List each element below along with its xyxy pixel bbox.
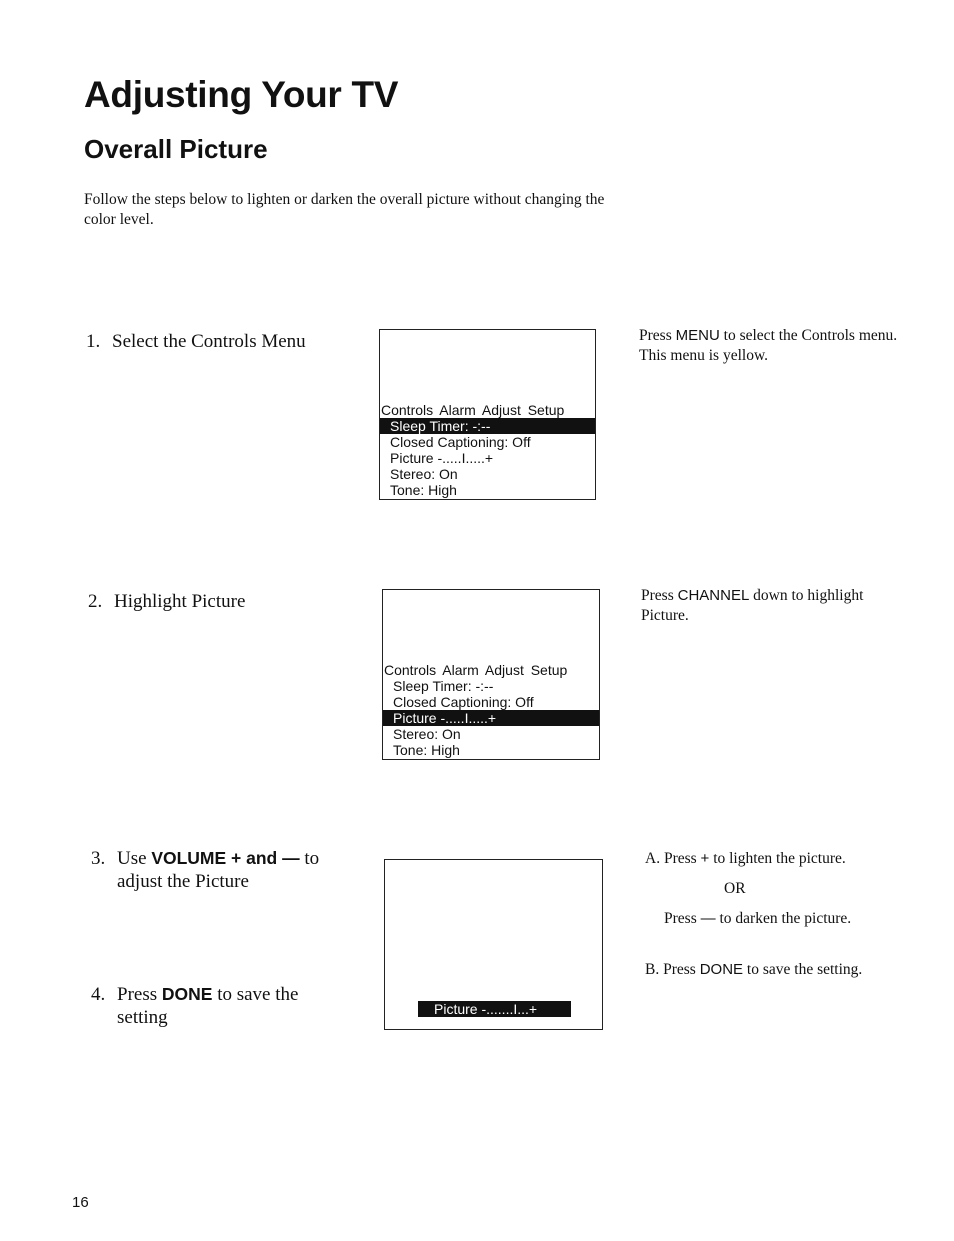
- menu-item-tone: Tone: High: [393, 742, 460, 758]
- desc-text: to darken the picture.: [715, 910, 852, 927]
- desc-text: B. Press: [645, 961, 700, 978]
- menu-tabs: Controls Alarm Adjust Setup: [384, 662, 568, 678]
- desc-text: to select the Controls menu. This menu is yellow.: [639, 327, 898, 364]
- step-number: 2.: [88, 591, 103, 612]
- step-text: Select the Controls Menu: [112, 331, 306, 352]
- controls-menu: [380, 402, 595, 498]
- desc-text: down to highlight Picture.: [641, 587, 864, 624]
- step-3-description-b: [664, 909, 924, 929]
- step-text-line2: setting: [117, 1007, 168, 1028]
- or-text: OR: [724, 880, 746, 897]
- step-text-line2: adjust the Picture: [117, 871, 249, 892]
- desc-text: Press: [641, 587, 678, 604]
- step-2-description: [641, 586, 871, 626]
- minus-key: —: [700, 910, 716, 927]
- step-text: to save the: [212, 984, 299, 1005]
- step-number: 1.: [86, 331, 101, 352]
- step-4-description: [645, 960, 935, 980]
- step-number: 3.: [91, 848, 106, 869]
- done-key: DONE: [699, 961, 744, 978]
- desc-text: to save the setting.: [743, 961, 863, 978]
- desc-text: to lighten the picture.: [709, 850, 846, 867]
- step-4-label: [91, 983, 298, 1029]
- step-3-description-a: [645, 849, 925, 869]
- menu-item-sleep-timer: Sleep Timer: -:--: [393, 678, 494, 694]
- done-key: DONE: [161, 984, 213, 1004]
- section-title: Overall Picture: [84, 134, 268, 164]
- intro-text: Follow the steps below to lighten or darken the overall picture without changing the color level.: [84, 191, 605, 228]
- step-text: Highlight Picture: [114, 591, 246, 612]
- menu-item-stereo: Stereo: On: [390, 466, 458, 482]
- step-1-description: [639, 326, 899, 366]
- page-title: Adjusting Your TV: [84, 74, 399, 115]
- menu-item-closed-captioning: Closed Captioning: Off: [393, 694, 534, 710]
- desc-text: Press: [639, 327, 676, 344]
- step-text: Press: [117, 984, 162, 1005]
- tv-screen-adjust-picture: [384, 859, 603, 1030]
- step-text: to: [299, 848, 320, 869]
- menu-key: MENU: [675, 327, 720, 344]
- plus-key: +: [700, 850, 710, 867]
- desc-text: A. Press: [645, 850, 701, 867]
- tv-screen-controls-menu: [379, 329, 596, 500]
- step-1-label: [86, 330, 306, 353]
- menu-item-picture: Picture -.....I.....+: [383, 710, 599, 726]
- page-number: 16: [72, 1194, 89, 1211]
- controls-menu: [383, 662, 599, 758]
- tv-screen-highlight-picture: [382, 589, 600, 760]
- step-3-label: [91, 847, 319, 893]
- desc-text: Press: [664, 910, 701, 927]
- volume-key: VOLUME + and —: [151, 848, 300, 868]
- step-2-label: [88, 590, 245, 613]
- menu-item-sleep-timer: Sleep Timer: -:--: [380, 418, 595, 434]
- menu-tabs: Controls Alarm Adjust Setup: [381, 402, 565, 418]
- menu-item-tone: Tone: High: [390, 482, 457, 498]
- channel-key: CHANNEL: [677, 587, 750, 604]
- step-number: 4.: [91, 984, 106, 1005]
- menu-item-stereo: Stereo: On: [393, 726, 461, 742]
- menu-item-closed-captioning: Closed Captioning: Off: [390, 434, 531, 450]
- step-text: Use: [117, 848, 152, 869]
- picture-adjust-bar: Picture -.......I...+: [418, 1001, 571, 1017]
- menu-item-picture: Picture -.....I.....+: [390, 450, 494, 466]
